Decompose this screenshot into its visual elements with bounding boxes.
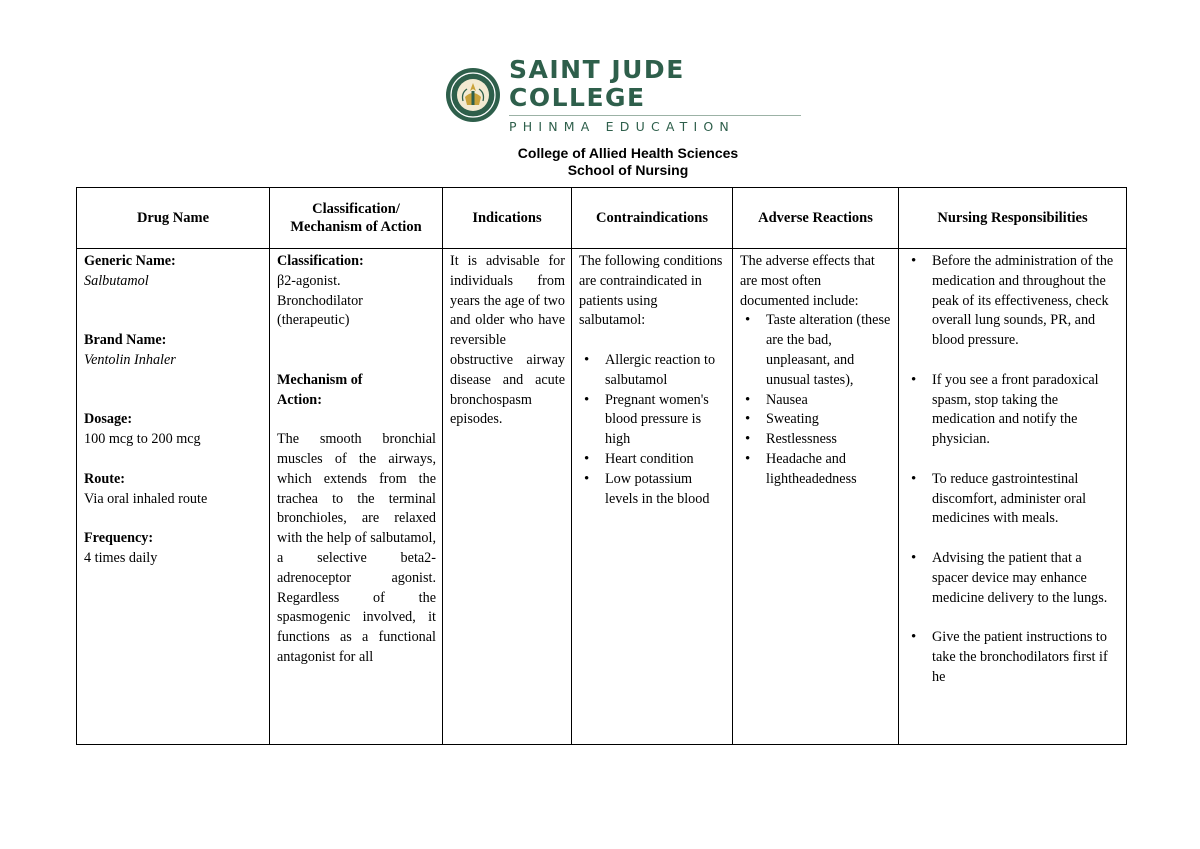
header-classification (270, 188, 443, 249)
list-item: • Allergic reaction to salbutamol (605, 351, 726, 391)
header-adverse-reactions: Adverse Reactions (733, 188, 899, 249)
adverse-reactions-cell (733, 249, 899, 745)
college-logo (445, 55, 805, 134)
list-item: • Before the administration of the medication and throughout the peak of its effectiveness, check overall lung sounds, PR, and blood pressure. (932, 252, 1120, 351)
adverse-list (740, 311, 892, 489)
logo-subtitle: PHINMA EDUCATION (509, 119, 735, 134)
college-seal-icon (445, 67, 501, 123)
mechanism-label-line1: Mechanism of (277, 371, 363, 388)
adverse-intro: The adverse effects that are most often documented include: (740, 253, 875, 309)
list-item: • Restlessness (766, 430, 892, 450)
frequency-value: 4 times daily (84, 549, 158, 566)
header-nursing-responsibilities: Nursing Responsibilities (899, 188, 1127, 249)
brand-name-value: Ventolin Inhaler (84, 351, 176, 368)
school-heading: School of Nursing (567, 162, 689, 178)
drug-study-table (76, 187, 1127, 745)
header-indications: Indications (443, 188, 572, 249)
header-contraindications: Contraindications (572, 188, 733, 249)
route-label: Route: (84, 470, 125, 487)
list-item: • Low potassium levels in the blood (605, 470, 726, 510)
list-item: • If you see a front paradoxical spasm, stop taking the medication and notify the physician. (932, 371, 1120, 450)
list-item: • To reduce gastrointestinal discomfort, administer oral medicines with meals. (932, 470, 1120, 529)
logo-divider (509, 115, 801, 116)
list-item: • Sweating (766, 410, 892, 430)
list-item: • Headache and lightheadedness (766, 450, 892, 490)
classification-cell (270, 249, 443, 745)
college-heading: College of Allied Health Sciences (517, 145, 739, 161)
header-drug-name: Drug Name (77, 188, 270, 249)
table-row (77, 249, 1127, 745)
mechanism-text: The smooth bronchial muscles of the airways, which extends from the trachea to the terminal bronchioles, are relaxed with the help of salbutamol, a selective beta2-adrenoceptor agonist. Regardless of the spasmogenic involved, it functions as a functional antagonist for all (277, 431, 436, 665)
list-item: • Advising the patient that a spacer device may enhance medicine delivery to the lungs. (932, 549, 1120, 608)
logo-name: SAINT JUDE COLLEGE (509, 55, 685, 112)
nursing-list (906, 252, 1120, 688)
indications-cell (443, 249, 572, 745)
list-item: • Give the patient instructions to take the bronchodilators first if he (932, 628, 1120, 687)
header-classification-line1: Classification/ (312, 201, 400, 217)
indications-text: It is advisable for individuals from years the age of two and older who have reversible obstructive airway disease and acute bronchospasm episodes. (450, 253, 565, 428)
list-item: • Nausea (766, 391, 892, 411)
contraindications-cell (572, 249, 733, 745)
list-item: • Pregnant women's blood pressure is high (605, 391, 726, 450)
generic-name-value: Salbutamol (84, 272, 149, 289)
nursing-responsibilities-cell (899, 249, 1127, 745)
dosage-value: 100 mcg to 200 mcg (84, 431, 201, 448)
generic-name-label: Generic Name: (84, 253, 176, 269)
contraindications-list (579, 351, 726, 509)
mechanism-label-line2: Action: (277, 391, 322, 408)
contraindications-intro: The following conditions are contraindicated in patients using salbutamol: (579, 253, 723, 329)
frequency-label: Frequency: (84, 530, 154, 547)
classification-line2: Bronchodilator (277, 292, 363, 309)
table-header-row (77, 188, 1127, 249)
list-item: • Heart condition (605, 450, 726, 470)
list-item: • Taste alteration (these are the bad, unpleasant, and unusual tastes), (766, 311, 892, 390)
dosage-label: Dosage: (84, 411, 133, 428)
header-classification-line2: Mechanism of Action (290, 219, 422, 235)
classification-label: Classification: (277, 253, 364, 269)
brand-name-label: Brand Name: (84, 332, 167, 349)
route-value: Via oral inhaled route (84, 490, 208, 507)
classification-line3: (therapeutic) (277, 312, 350, 329)
drug-name-cell (77, 249, 270, 745)
classification-line1: β2-agonist. (277, 272, 341, 289)
